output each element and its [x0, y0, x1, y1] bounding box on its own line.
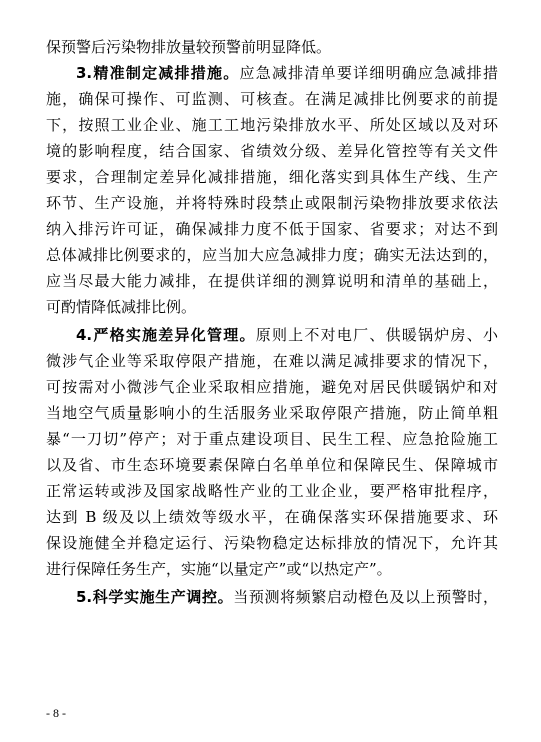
text-line-1 — [46, 34, 498, 60]
line-text: 进行保障任务生产，实施“以量定产”或“以热定产”。 — [46, 560, 392, 578]
text-line-3 — [46, 86, 498, 112]
text-line-19 — [46, 504, 498, 530]
line-text: 微涉气企业等采取停限产措施，在难以满足减排要求的情况下， — [46, 352, 498, 370]
section-4-heading-line — [46, 322, 498, 348]
line-text: 当预测将频繁启动橙色及以上预警时， — [233, 588, 498, 606]
text-line-14 — [46, 374, 498, 400]
line-text: 纳入排污许可证，确保减排力度不低于国家、省要求；对达不到 — [46, 220, 498, 238]
line-text: 正常运转或涉及国家战略性产业的工业企业，要严格审批程序， — [46, 482, 498, 500]
line-text: 环节、生产设施，并将特殊时段禁止或限制污染物排放要求依法 — [46, 194, 498, 212]
text-line-15 — [46, 400, 498, 426]
text-line-7 — [46, 190, 498, 216]
line-text: 当地空气质量影响小的生活服务业采取停限产措施，防止简单粗 — [46, 404, 498, 422]
line-text: 要求，合理制定差异化减排措施，细化落实到具体生产线、生产 — [46, 168, 498, 186]
line-text: 境的影响程度，结合国家、省绩效分级、差异化管控等有关文件 — [46, 142, 498, 160]
line-text: 下，按照工业企业、施工工地污染排放水平、所处区域以及对环 — [46, 116, 498, 134]
text-line-9 — [46, 242, 498, 268]
line-text: 原则上不对电厂、供暖锅炉房、小 — [255, 326, 498, 344]
line-text: 应急减排清单要详细明确应急减排措 — [239, 64, 498, 82]
text-line-5 — [46, 138, 498, 164]
text-line-17 — [46, 452, 498, 478]
text-line-8 — [46, 216, 498, 242]
text-line-11 — [46, 294, 498, 320]
line-text: 保设施健全并稳定运行、污染物稳定达标排放的情况下，允许其 — [46, 534, 498, 552]
section-3-heading: 3.精准制定减排措施。 — [76, 64, 240, 82]
text-line-4 — [46, 112, 498, 138]
text-line-6 — [46, 164, 498, 190]
section-4-heading: 4.严格实施差异化管理。 — [76, 326, 256, 344]
line-text: 以及省、市生态环境要素保障白名单单位和保障民生、保障城市 — [46, 456, 498, 474]
section-3-heading-line — [46, 60, 498, 86]
text-line-10 — [46, 268, 498, 294]
line-text: 总体减排比例要求的，应当加大应急减排力度；确实无法达到的， — [46, 246, 498, 264]
text-line-18 — [46, 478, 498, 504]
text-line-16 — [46, 426, 498, 452]
line-text: 应当尽最大能力减排，在提供详细的测算说明和清单的基础上， — [46, 272, 498, 290]
line-text: 施，确保可操作、可监测、可核查。在满足减排比例要求的前提 — [46, 90, 498, 108]
line-text: 可按需对小微涉气企业采取相应措施，避免对居民供暖锅炉和对 — [46, 378, 498, 396]
section-5-heading: 5.科学实施生产调控。 — [76, 588, 234, 606]
line-text: 达到 B 级及以上绩效等级水平，在确保落实环保措施要求、环 — [46, 508, 498, 526]
text-line-21 — [46, 556, 498, 582]
line-text: 保预警后污染物排放量较预警前明显降低。 — [46, 38, 332, 56]
line-text: 暴“一刀切”停产；对于重点建设项目、民生工程、应急抢险施工 — [46, 430, 498, 448]
page-number: - 8 - — [46, 706, 66, 720]
text-line-20 — [46, 530, 498, 556]
section-5-heading-line — [46, 584, 498, 610]
line-text: 可酌情降低减排比例。 — [46, 298, 197, 316]
text-line-13 — [46, 348, 498, 374]
